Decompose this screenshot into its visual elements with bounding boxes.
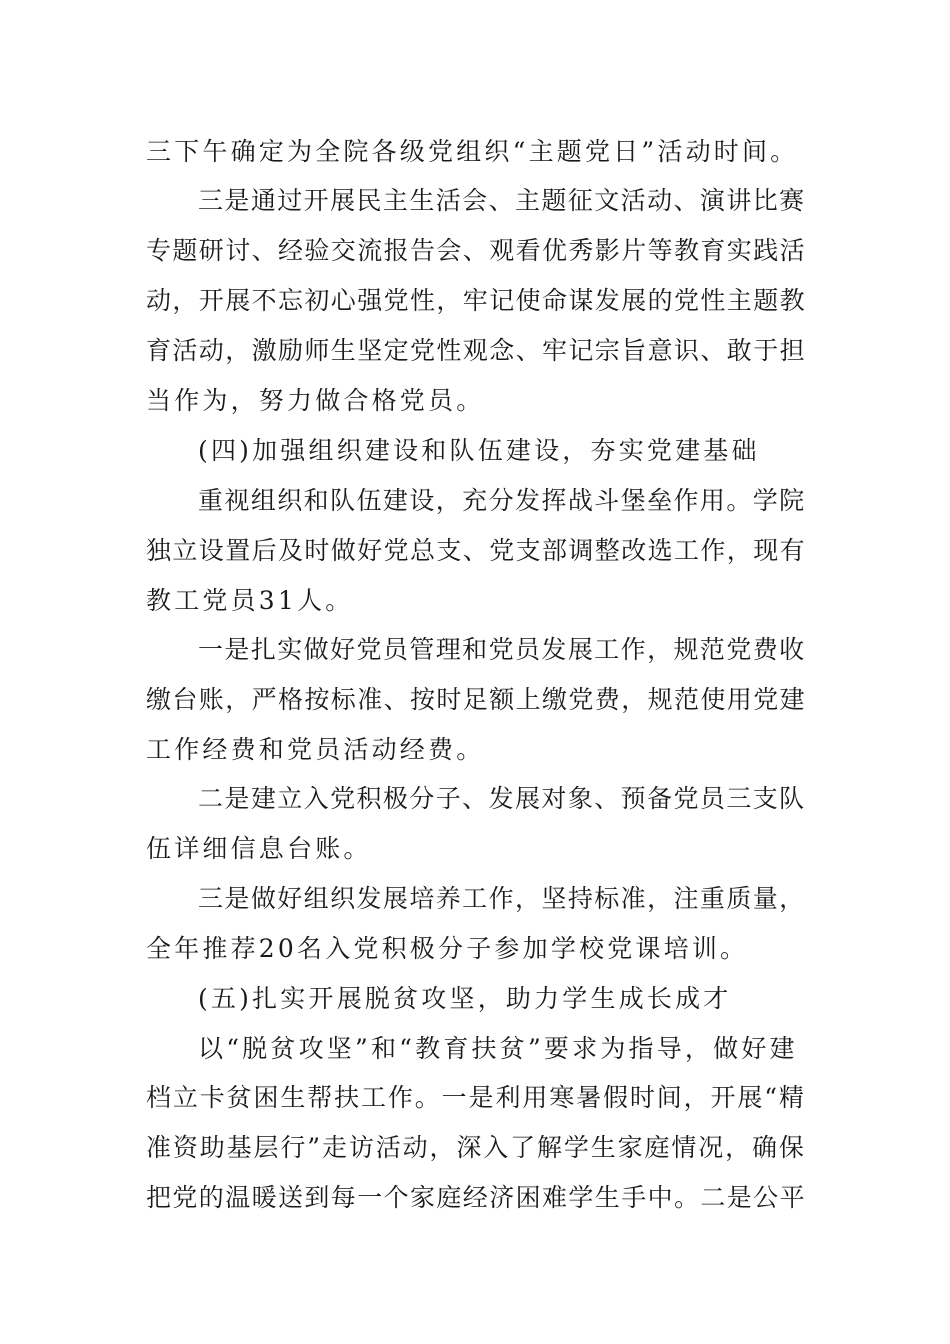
text-line: 三是做好组织发展培养工作，坚持标准，注重质量，: [198, 884, 806, 913]
text-line: 重视组织和队伍建设，充分发挥战斗堡垒作用。学院: [198, 486, 806, 515]
text-line: 当作为，努力做合格党员。: [146, 386, 485, 415]
section-heading: (五)扎实开展脱贫攻坚，助力学生成长成才: [198, 984, 732, 1013]
text-line: 动，开展不忘初心强党性，牢记使命谋发展的党性主题教: [146, 286, 807, 315]
text-line: 缴台账，严格按标准、按时足额上缴党费，规范使用党建: [146, 685, 807, 714]
text-line: 专题研讨、经验交流报告会、观看优秀影片等教育实践活: [146, 236, 807, 265]
text-line: 伍详细信息台账。: [146, 834, 372, 863]
text-line: 工作经费和党员活动经费。: [146, 735, 485, 764]
text-line: 二是建立入党积极分子、发展对象、预备党员三支队: [198, 784, 806, 813]
text-line: 以“脱贫攻坚”和“教育扶贫”要求为指导，做好建: [198, 1034, 798, 1063]
text-line: 全年推荐20名入党积极分子参加学校党课培训。: [146, 934, 749, 963]
section-heading: (四)加强组织建设和队伍建设，夯实党建基础: [198, 436, 760, 465]
text-line: 育活动，激励师生坚定党性观念、牢记宗旨意识、敢于担: [146, 336, 807, 365]
text-line: 教工党员31人。: [146, 586, 354, 615]
text-line: 三是通过开展民主生活会、主题征文活动、演讲比赛: [198, 186, 806, 215]
text-line: 三下午确定为全院各级党组织“主题党日”活动时间。: [146, 137, 799, 166]
text-line: 一是扎实做好党员管理和党员发展工作，规范党费收: [198, 635, 806, 664]
text-line: 准资助基层行”走访活动，深入了解学生家庭情况，确保: [146, 1133, 806, 1162]
text-line: 把党的温暖送到每一个家庭经济困难学生手中。二是公平: [146, 1183, 807, 1212]
text-line: 档立卡贫困生帮扶工作。一是利用寒暑假时间，开展“精: [146, 1083, 806, 1112]
text-line: 独立设置后及时做好党总支、党支部调整改选工作，现有: [146, 536, 807, 565]
